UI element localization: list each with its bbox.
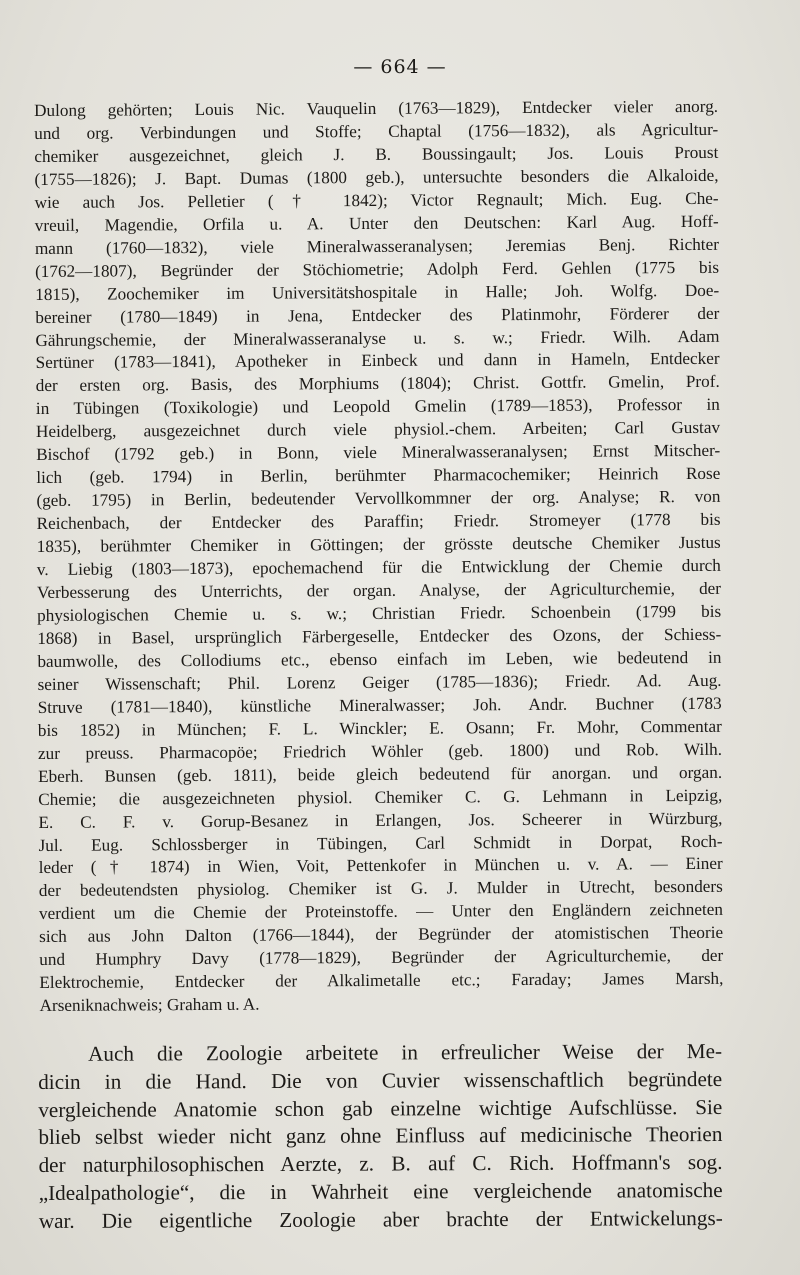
- text-line: „Idealpathologie“, die in Wahrheit eine vergleichende anatomische: [38, 1177, 723, 1205]
- text-line: und Humphry Davy (1778—1829), Begründer der Agriculturchemie, der: [39, 946, 724, 970]
- text-line: wie auch Jos. Pelletier († 1842); Victor Regnault; Mich. Eug. Che-: [34, 188, 719, 212]
- text-line: der bedeutendsten physiolog. Chemiker ist G. J. Mulder in Utrecht, besonders: [38, 877, 723, 901]
- text-line: Gährungschemie, der Mineralwasseranalyse u. s. w.; Friedr. Wilh. Adam: [35, 326, 720, 350]
- text-line: der ersten org. Basis, des Morphiums (1804); Christ. Gottfr. Gmelin, Prof.: [35, 372, 720, 396]
- text-line: und org. Verbindungen und Stoffe; Chaptal (1756—1832), als Agricultur-: [34, 119, 719, 143]
- text-line: Struve (1781—1840), künstliche Mineralwasser; Joh. Andr. Buchner (1783: [37, 693, 722, 717]
- text-line: physiologischen Chemie u. s. w.; Christian Friedr. Schoenbein (1799 bis: [37, 601, 722, 625]
- text-line: vergleichende Anatomie schon gab einzelne wichtige Aufschlüsse. Sie: [38, 1094, 723, 1122]
- text-line: 1868) in Basel, ursprünglich Färbergeselle, Entdecker des Ozons, der Schiess-: [37, 624, 722, 648]
- text-line: war. Die eigentliche Zoologie aber brachte der Entwickelungs-: [38, 1205, 723, 1233]
- text-line: 1835), berühmter Chemiker in Göttingen; der grösste deutsche Chemiker Justus: [36, 532, 721, 557]
- text-line: Auch die Zoologie arbeitete in erfreulicher Weise der Me-: [88, 1039, 723, 1066]
- text-line: E. C. F. v. Gorup-Besanez in Erlangen, Jos. Scheerer in Würzburg,: [38, 808, 723, 832]
- text-line: mann (1760—1832), viele Mineralwasseranalysen; Jeremias Benj. Richter: [34, 234, 719, 258]
- text-line: chemiker ausgezeichnet, gleich J. B. Boussingault; Jos. Louis Proust: [34, 142, 719, 166]
- text-line: vreuil, Magendie, Orfila u. A. Unter den Deutschen: Karl Aug. Hoff-: [34, 211, 719, 235]
- text-line: Chemie; die ausgezeichneten physiol. Chemiker C. G. Lehmann in Leipzig,: [38, 785, 723, 809]
- text-line: v. Liebig (1803—1873), epochemachend für die Entwicklung der Chemie durch: [36, 555, 721, 580]
- text-line: Elektrochemie, Entdecker der Alkalimetalle etc.; Faraday; James Marsh,: [39, 969, 724, 993]
- text-line: lich (geb. 1794) in Berlin, berühmter Pharmacochemiker; Heinrich Rose: [36, 464, 721, 488]
- text-line: (1755—1826); J. Bapt. Dumas (1800 geb.), untersuchte besonders die Alkaloide,: [34, 165, 719, 189]
- text-line: Eberh. Bunsen (geb. 1811), beide gleich bedeutend für anorgan. und organ.: [38, 762, 723, 786]
- text-line: zur preuss. Pharmacopöe; Friedrich Wöhler (geb. 1800) und Rob. Wilh.: [37, 739, 723, 763]
- small-print-paragraph: [34, 96, 724, 1018]
- text-line: dicin in die Hand. Die von Cuvier wissenschaftlich begründete: [38, 1066, 723, 1094]
- text-line: blieb selbst wieder nicht ganz ohne Einfluss auf medicinische Theorien: [38, 1122, 723, 1150]
- text-line: Sertüner (1783—1841), Apotheker in Einbeck und dann in Hameln, Entdecker: [35, 349, 720, 373]
- main-paragraph: [38, 1038, 723, 1236]
- text-line: Jul. Eug. Schlossberger in Tübingen, Carl Schmidt in Dorpat, Roch-: [38, 831, 723, 855]
- text-line: in Tübingen (Toxikologie) und Leopold Gmelin (1789—1853), Professor in: [35, 395, 720, 419]
- text-line: verdient um die Chemie der Proteinstoffe. — Unter den Engländern zeichneten: [38, 900, 724, 924]
- text-line: 1815), Zoochemiker im Universitätshospitale in Halle; Joh. Wolfg. Doe-: [35, 280, 720, 304]
- text-line: (1762—1807), Begründer der Stöchiometrie; Adolph Ferd. Gehlen (1775 bis: [34, 257, 720, 281]
- text-line: Reichenbach, der Entdecker des Paraffin; Friedr. Stromeyer (1778 bis: [36, 509, 721, 534]
- text-line: bis 1852) in München; F. L. Winckler; E. Osann; Fr. Mohr, Commentar: [37, 716, 722, 740]
- text-line: Bischof (1792 geb.) in Bonn, viele Mineralwasseranalysen; Ernst Mitscher-: [36, 441, 721, 465]
- text-line: der naturphilosophischen Aerzte, z. B. auf C. Rich. Hoffmann's sog.: [38, 1150, 723, 1178]
- text-line: Dulong gehörten; Louis Nic. Vauquelin (1763—1829), Entdecker vieler anorg.: [34, 96, 719, 120]
- text-line: baumwolle, des Collodiums etc., ebenso einfach im Leben, wie bedeutend in: [37, 647, 722, 671]
- text-line: Verbesserung des Unterrichts, der organ. Analyse, der Agriculturchemie, der: [36, 578, 722, 603]
- text-line: (geb. 1795) in Berlin, bedeutender Vervollkommner der org. Analyse; R. von: [36, 487, 721, 511]
- text-line: sich aus John Dalton (1766—1844), der Begründer der atomistischen Theorie: [39, 923, 724, 947]
- page-number: — 664 —: [353, 56, 447, 78]
- text-line: Heidelberg, ausgezeichnet durch viele physiol.-chem. Arbeiten; Carl Gustav: [35, 418, 721, 442]
- text-line: bereiner (1780—1849) in Jena, Entdecker des Platinmohr, Förderer der: [35, 303, 720, 327]
- text-line: seiner Wissenschaft; Phil. Lorenz Geiger (1785—1836); Friedr. Ad. Aug.: [37, 670, 722, 694]
- text-line: leder († 1874) in Wien, Voit, Pettenkofer in München u. v. A. — Einer: [38, 854, 723, 878]
- text-line: Arseniknachweis; Graham u. A.: [39, 994, 260, 1016]
